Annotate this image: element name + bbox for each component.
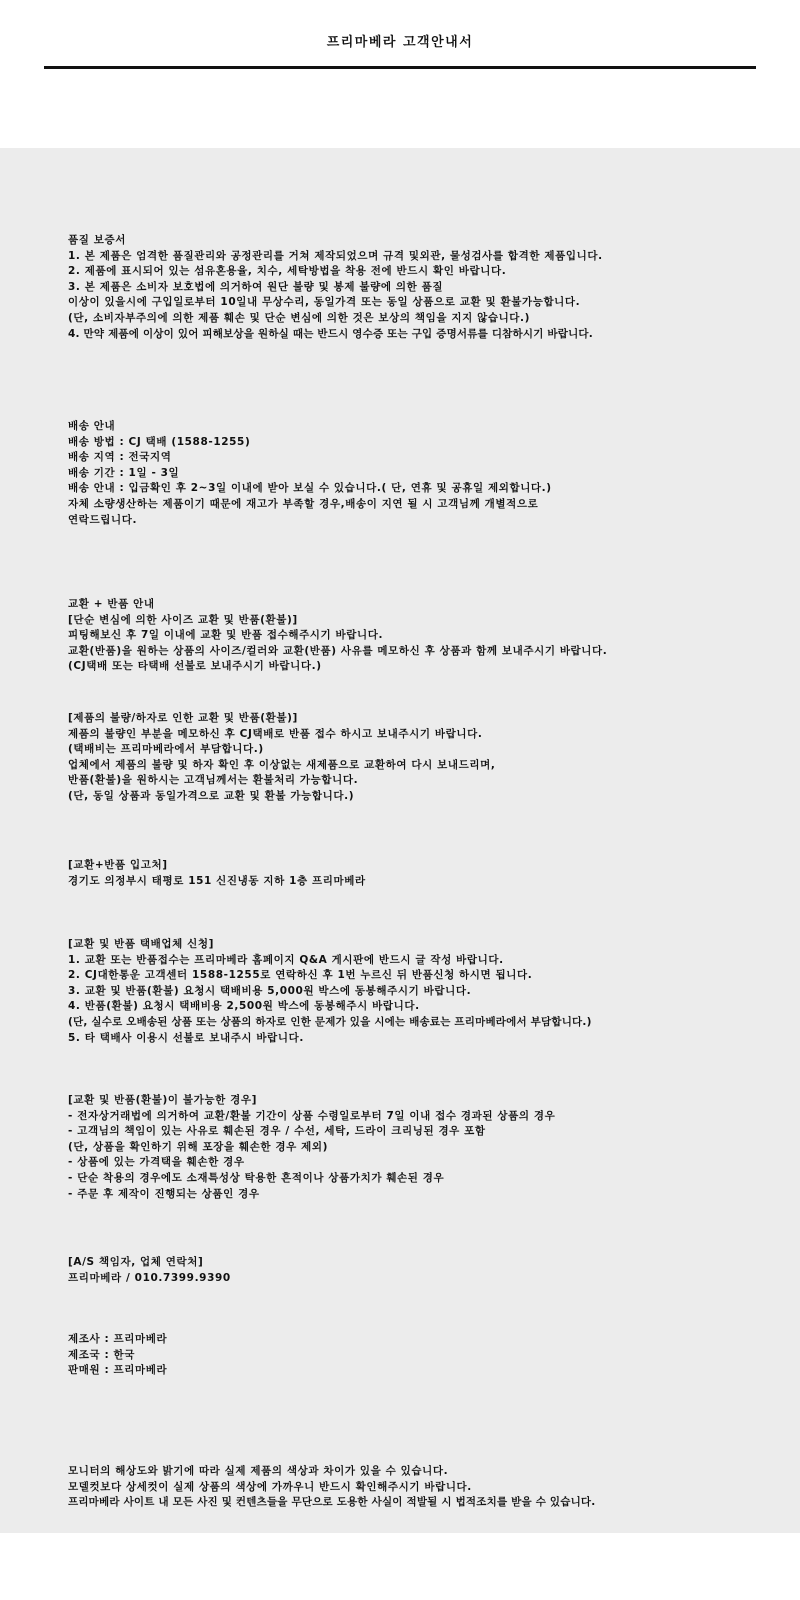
section-line: (단, 소비자부주의에 의한 제품 훼손 및 단순 변심에 의한 것은 보상의 책임을 지지 않습니다.) bbox=[68, 311, 531, 324]
section-line: 3. 본 제품은 소비자 보호법에 의거하여 원단 불량 및 봉제 불량에 의한 품질 bbox=[68, 280, 444, 293]
quality-guarantee-section bbox=[68, 233, 788, 342]
section-line: 배송 방법 : CJ 택배 (1588-1255) bbox=[68, 435, 251, 448]
section-line: 모델컷보다 상세컷이 실제 상품의 색상에 가까우니 반드시 확인해주시기 바랍니다. bbox=[68, 1480, 472, 1493]
section-line: - 단순 착용의 경우에도 소재특성상 탁용한 흔적이나 상품가치가 훼손된 경우 bbox=[68, 1171, 445, 1184]
section-line: 제조사 : 프리마베라 bbox=[68, 1333, 168, 1345]
section-line: - 전자상거래법에 의거하여 교환/환불 기간이 상품 수령일로부터 7일 이내 접수 경과된 상품의 경우 bbox=[68, 1109, 556, 1122]
return-address-section bbox=[68, 858, 788, 889]
content-panel bbox=[0, 148, 800, 1533]
section-line: (단, 실수로 오배송된 상품 또는 상품의 하자로 인한 문제가 있을 시에는 배송료는 프리마베라에서 부담합니다.) bbox=[68, 1015, 592, 1028]
courier-request-section bbox=[68, 937, 788, 1046]
section-line: 배송 기간 : 1일 - 3일 bbox=[68, 466, 180, 479]
as-contact-section bbox=[68, 1255, 788, 1286]
non-returnable-section bbox=[68, 1093, 788, 1202]
section-line: 교환(반품)을 원하는 상품의 사이즈/컬러와 교환(반품) 사유를 메모하신 후 상품과 함께 보내주시기 바랍니다. bbox=[68, 644, 608, 657]
section-heading: [제품의 불량/하자로 인한 교환 및 반품(환불)] bbox=[68, 712, 298, 724]
section-line: - 상품에 있는 가격택을 훼손한 경우 bbox=[68, 1156, 245, 1169]
page-header bbox=[0, 0, 800, 148]
section-line: (택배비는 프리마베라에서 부담합니다.) bbox=[68, 743, 264, 756]
section-line: 반품(환불)을 원하시는 고객님께서는 환불처리 가능합니다. bbox=[68, 774, 359, 787]
section-line: [단순 변심에 의한 사이즈 교환 및 반품(환불)] bbox=[68, 613, 298, 626]
section-heading: [교환 및 반품(환불)이 불가능한 경우] bbox=[68, 1094, 258, 1106]
section-line: 피팅해보신 후 7일 이내에 교환 및 반품 접수해주시기 바랍니다. bbox=[68, 629, 384, 642]
section-heading: [A/S 책임자, 업체 연락처] bbox=[68, 1256, 204, 1268]
section-line: (단, 상품을 확인하기 위해 포장을 훼손한 경우 제외) bbox=[68, 1140, 329, 1153]
page-title: 프리마베라 고객안내서 bbox=[326, 35, 474, 50]
section-line: 자체 소량생산하는 제품이기 때문에 재고가 부족할 경우,배송이 지연 될 시 고객님께 개별적으로 bbox=[68, 497, 539, 510]
section-line: 4. 반품(환불) 요청시 택배비용 2,500원 박스에 동봉해주시 바랍니다. bbox=[68, 1000, 420, 1013]
section-line: 모니터의 해상도와 밝기에 따라 실제 제품의 색상과 차이가 있을 수 있습니다. bbox=[68, 1465, 449, 1477]
defect-exchange-section bbox=[68, 711, 788, 805]
section-line: 5. 타 택배사 이용시 선불로 보내주시 바랍니다. bbox=[68, 1031, 304, 1044]
notice-section bbox=[68, 1464, 788, 1511]
section-line: 배송 지역 : 전국지역 bbox=[68, 451, 172, 464]
section-line: 경기도 의정부시 태평로 151 신진냉동 지하 1층 프리마베라 bbox=[68, 874, 366, 887]
manufacturer-info-section bbox=[68, 1332, 788, 1379]
section-line: 1. 본 제품은 엄격한 품질관리와 공정관리를 거쳐 제작되었으며 규격 및외관, 물성검사를 합격한 제품입니다. bbox=[68, 249, 603, 262]
section-line: 제조국 : 한국 bbox=[68, 1348, 136, 1361]
section-line: 배송 안내 : 입금확인 후 2~3일 이내에 받아 보실 수 있습니다.( 단, 연휴 및 공휴일 제외합니다.) bbox=[68, 482, 552, 495]
section-line: 프리마베라 사이트 내 모든 사진 및 컨텐츠들을 무단으로 도용한 사실이 적발될 시 법적조치를 받을 수 있습니다. bbox=[68, 1496, 596, 1509]
section-line: 이상이 있을시에 구입일로부터 10일내 무상수리, 동일가격 또는 동일 상품으로 교환 및 환불가능합니다. bbox=[68, 296, 581, 309]
section-heading: [교환+반품 입고처] bbox=[68, 859, 168, 871]
exchange-return-section bbox=[68, 597, 788, 675]
section-line: 4. 만약 제품에 이상이 있어 피해보상을 원하실 때는 반드시 영수증 또는 구입 증명서류를 디참하시기 바랍니다. bbox=[68, 327, 593, 340]
section-line: 2. CJ대한통운 고객센터 1588-1255로 연락하신 후 1번 누르신 뒤 반품신청 하시면 됩니다. bbox=[68, 969, 533, 982]
section-heading: 교환 + 반품 안내 bbox=[68, 598, 155, 610]
section-line: 1. 교환 또는 반품접수는 프리마베라 홈페이지 Q&A 게시판에 반드시 글 작성 바랍니다. bbox=[68, 953, 504, 966]
section-heading: 배송 안내 bbox=[68, 420, 116, 432]
section-line: 3. 교환 및 반품(환불) 요청시 택배비용 5,000원 박스에 동봉해주시기 바랍니다. bbox=[68, 984, 472, 997]
section-line: 2. 제품에 표시되어 있는 섬유혼용율, 치수, 세탁방법을 착용 전에 반드시 확인 바랍니다. bbox=[68, 265, 507, 278]
contact-line: 프리마베라 / 010.7399.9390 bbox=[68, 1271, 231, 1284]
section-line: 업체에서 제품의 불량 및 하자 확인 후 이상없는 새제품으로 교환하여 다시 보내드리며, bbox=[68, 758, 496, 771]
section-line: (CJ택배 또는 타택배 선불로 보내주시기 바랍니다.) bbox=[68, 660, 322, 673]
section-line: - 고객님의 책임이 있는 사유로 훼손된 경우 / 수선, 세탁, 드라이 크리닝된 경우 포함 bbox=[68, 1125, 486, 1138]
header-divider bbox=[44, 66, 756, 69]
section-heading: 품질 보증서 bbox=[68, 234, 126, 246]
section-line: (단, 동일 상품과 동일가격으로 교환 및 환불 가능합니다.) bbox=[68, 789, 355, 802]
section-line: 판매원 : 프리마베라 bbox=[68, 1364, 168, 1377]
section-line: 연락드립니다. bbox=[68, 513, 138, 526]
section-heading: [교환 및 반품 택배업체 신청] bbox=[68, 938, 214, 950]
section-line: - 주문 후 제작이 진행되는 상품인 경우 bbox=[68, 1187, 260, 1200]
shipping-info-section bbox=[68, 419, 788, 528]
section-line: 제품의 불량인 부분을 메모하신 후 CJ택배로 반품 접수 하시고 보내주시기 바랍니다. bbox=[68, 727, 483, 740]
